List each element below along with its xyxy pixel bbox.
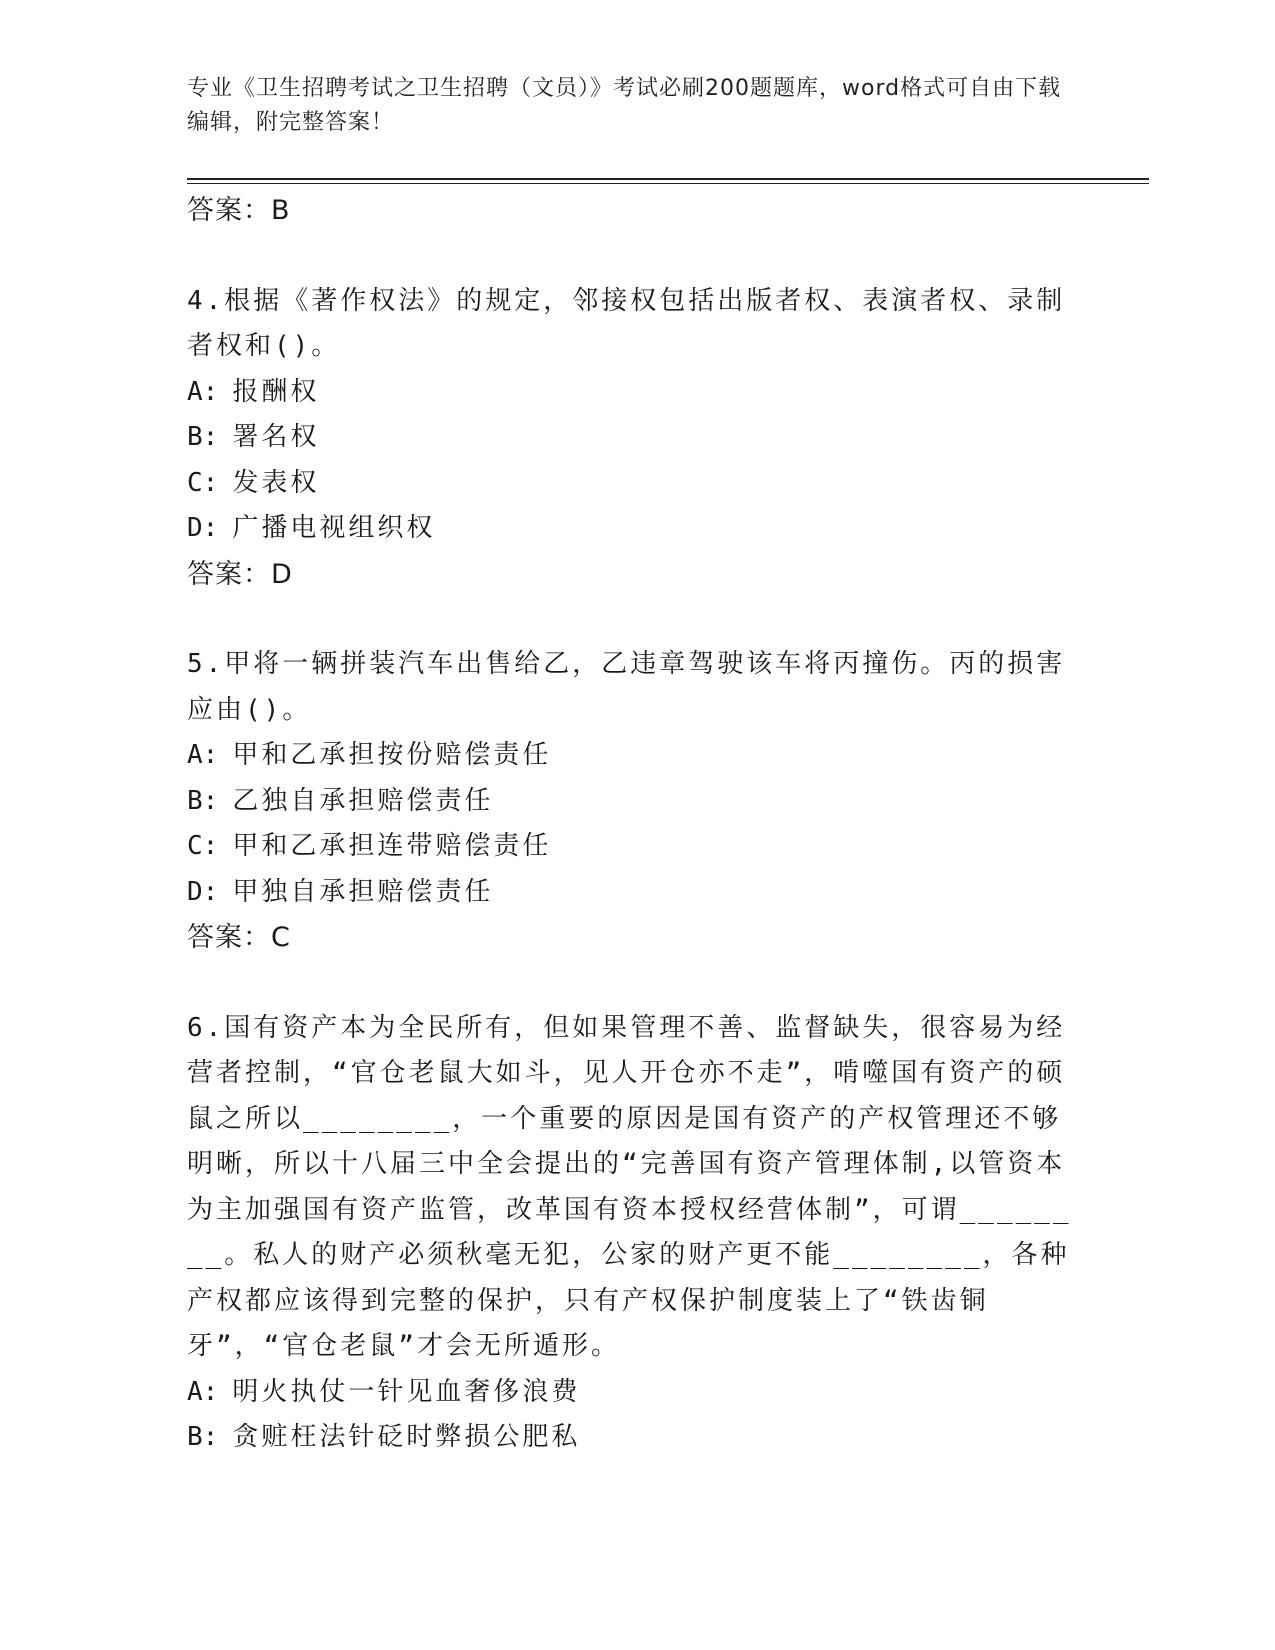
option-label: B: [187, 422, 219, 452]
header-rule-thick [187, 178, 1149, 180]
option-label: D: [187, 876, 219, 907]
spacer [187, 597, 1087, 642]
answer-line: 答案：B [187, 195, 291, 226]
option-b [187, 415, 1087, 461]
option-b [187, 779, 1087, 825]
question-stem: 6.国有资产本为全民所有，但如果管理不善、监督缺失，很容易为经营者控制，“官仓老鼠大如斗，见人开仓亦不走”，啃噬国有资产的硕鼠之所以________，一个重要的原因是国有资产的产权管理还不够明晰，所以十八届三中全会提出的“完善国有资产管理体制,以管资本为主加强国有资产监管，改革国有资本授权经营体制”，可谓________。私人的财产必须秋毫无犯，公家的财产更不能________，各种产权都应该得到完整的保护，只有产权保护制度装上了“铁齿铜牙”，“官仓老鼠”才会无所遁形。 [187, 1012, 1072, 1361]
option-d [187, 506, 1087, 552]
option-text: 贪赃枉法针砭时弊损公肥私 [232, 1422, 581, 1452]
option-d [187, 870, 1087, 916]
question-4 [187, 279, 1087, 598]
option-c [187, 461, 1087, 507]
option-text: 发表权 [232, 467, 320, 498]
option-a [187, 370, 1087, 416]
option-b [187, 1415, 1087, 1461]
option-text: 甲和乙承担按份赔偿责任 [232, 740, 552, 770]
option-label: C: [187, 831, 219, 861]
option-label: A: [187, 740, 219, 770]
header-rule-thin [187, 183, 1149, 184]
answer-line: 答案：D [187, 558, 293, 590]
option-text: 明火执仗一针见血奢侈浪费 [232, 1376, 581, 1407]
question-5 [187, 642, 1087, 961]
question-stem: 4.根据《著作权法》的规定，邻接权包括出版者权、表演者权、录制者权和()。 [187, 285, 1066, 361]
spacer [187, 234, 1087, 279]
option-c [187, 824, 1087, 870]
option-label: A: [187, 1376, 219, 1407]
question-stem: 5.甲将一辆拼装汽车出售给乙，乙违章驾驶该车将丙撞伤。丙的损害应由()。 [187, 649, 1066, 725]
answer-line: 答案：C [187, 922, 291, 953]
spacer [187, 961, 1087, 1006]
option-label: B: [187, 1422, 219, 1452]
option-a [187, 1370, 1087, 1416]
option-text: 广播电视组织权 [232, 513, 436, 543]
option-label: A: [187, 376, 219, 407]
question-6 [187, 1006, 1087, 1461]
option-label: D: [187, 513, 219, 543]
option-label: C: [187, 467, 219, 498]
option-text: 乙独自承担赔偿责任 [232, 785, 494, 816]
option-text: 署名权 [232, 422, 320, 452]
option-text: 甲独自承担赔偿责任 [232, 876, 494, 907]
option-text: 报酬权 [232, 376, 320, 407]
option-text: 甲和乙承担连带赔偿责任 [232, 831, 552, 861]
page-header: 专业《卫生招聘考试之卫生招聘（文员）》考试必刷200题题库，word格式可自由下载编辑，附完整答案！ [187, 76, 1062, 135]
document-body [187, 188, 1087, 1461]
option-a [187, 733, 1087, 779]
option-label: B: [187, 785, 219, 816]
